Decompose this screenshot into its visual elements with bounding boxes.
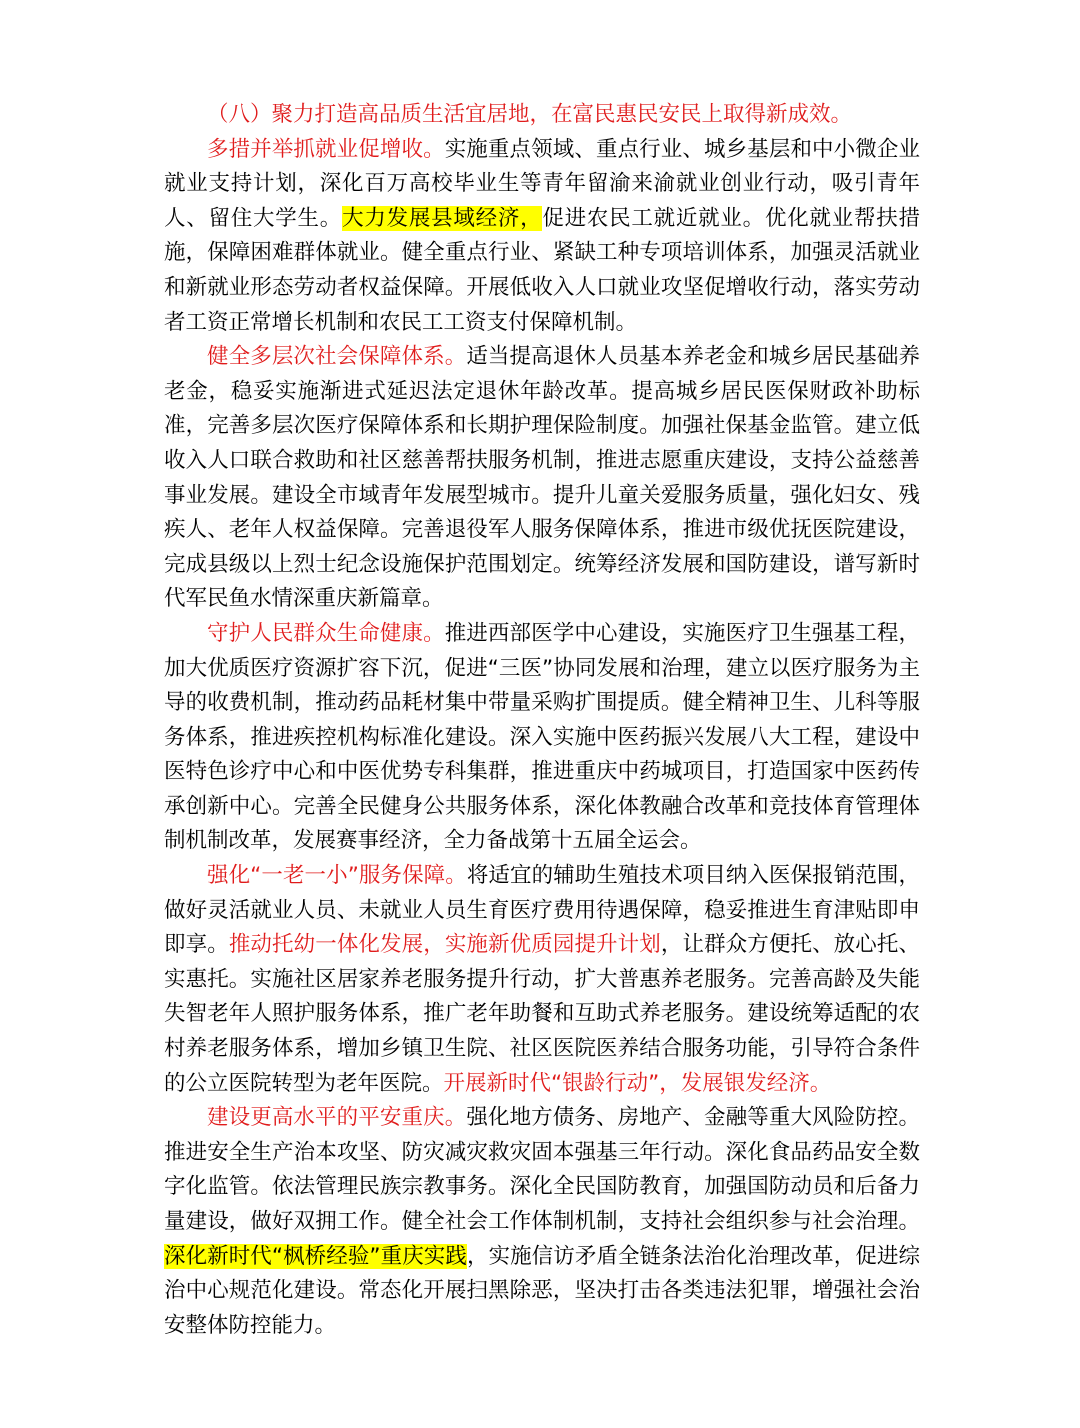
paragraph-text: 促进农民工就近就业。优化就业帮扶措施，保障困难群体就业。健全重点行业、紧缺工种专项培训体系，加强灵活就业和新就业形态劳动者权益保障。开展低收入人口就业攻坚促增收行动，落实劳动者工资正常增长机制和农民工工资支付保障机制。 bbox=[164, 205, 920, 335]
paragraph-text: 推进西部医学中心建设，实施医疗卫生强基工程，加大优质医疗资源扩容下沉，促进“三医”协同发展和治理，建立以医疗服务为主导的收费机制，推动药品耗材集中带量采购扩围提质。健全精神卫生、儿科等服务体系，推进疾控机构标准化建设。深入实施中医药振兴发展八大工程，建设中医特色诊疗中心和中医优势专科集群，推进重庆中药城项目，打造国家中医药传承创新中心。完善全民健身公共服务体系，深化体教融合改革和竞技体育管理体制机制改革，发展赛事经济，全力备战第十五届全运会。 bbox=[164, 620, 920, 854]
paragraph-elderly-children bbox=[164, 859, 920, 1101]
paragraph-heading: 守护人民群众生命健康。 bbox=[207, 620, 445, 646]
document-page bbox=[164, 98, 920, 1343]
paragraph-heading: 建设更高水平的平安重庆。 bbox=[207, 1105, 467, 1131]
highlighted-phrase: 大力发展县域经济， bbox=[342, 205, 543, 231]
paragraph-text: 将适宜的辅助生殖技术项目纳入医保报销范围，做好灵活就业人员、未就业人员生育医疗费用待遇保障，稳妥推进生育津贴即申即享。 bbox=[164, 863, 920, 958]
paragraph-text: 实施重点领域、重点行业、城乡基层和中小微企业就业支持计划，深化百万高校毕业生等青年留渝来渝就业创业行动，吸引青年人、留住大学生。 bbox=[164, 136, 920, 231]
paragraph-text: ，实施信访矛盾全链条法治化治理改革，促进综治中心规范化建设。常态化开展扫黑除恶，坚决打击各类违法犯罪，增强社会治安整体防控能力。 bbox=[164, 1243, 920, 1338]
paragraph-text: ，让群众方便托、放心托、实惠托。实施社区居家养老服务提升行动，扩大普惠养老服务。完善高龄及失能失智老年人照护服务体系，推广老年助餐和互助式养老服务。建设统筹适配的农村养老服务体系，增加乡镇卫生院、社区医院医养结合服务功能，引导符合条件的公立医院转型为老年医院。 bbox=[164, 932, 920, 1096]
section-title: （八）聚力打造高品质生活宜居地，在富民惠民安民上取得新成效。 bbox=[207, 102, 853, 127]
paragraph-safety bbox=[164, 1101, 920, 1343]
red-emphasis-phrase: 推动托幼一体化发展，实施新优质园提升计划 bbox=[228, 932, 661, 958]
paragraph-heading: 强化“一老一小”服务保障。 bbox=[207, 863, 467, 889]
paragraph-heading: 健全多层次社会保障体系。 bbox=[207, 344, 467, 370]
paragraph-social-security bbox=[164, 340, 920, 617]
highlighted-phrase: 深化新时代“枫桥经验”重庆实践 bbox=[164, 1243, 467, 1269]
paragraph-text: 强化地方债务、房地产、金融等重大风险防控。推进安全生产治本攻坚、防灾减灾救灾固本强基三年行动。深化食品药品安全数字化监管。依法管理民族宗教事务。深化全民国防教育，加强国防动员和后备力量建设，做好双拥工作。健全社会工作体制机制，支持社会组织参与社会治理。 bbox=[164, 1105, 920, 1234]
paragraph-heading: 多措并举抓就业促增收。 bbox=[207, 136, 445, 162]
paragraph-text: 适当提高退休人员基本养老金和城乡居民基础养老金，稳妥实施渐进式延迟法定退休年龄改革。提高城乡居民医保财政补助标准，完善多层次医疗保障体系和长期护理保险制度。加强社保基金监管。建立低收入人口联合救助和社区慈善帮扶服务机制，推进志愿重庆建设，支持公益慈善事业发展。建设全市域青年发展型城市。提升儿童关爱服务质量，强化妇女、残疾人、老年人权益保障。完善退役军人服务保障体系，推进市级优抚医院建设，完成县级以上烈士纪念设施保护范围划定。统筹经济发展和国防建设，谱写新时代军民鱼水情深重庆新篇章。 bbox=[164, 344, 920, 612]
paragraph-employment bbox=[164, 133, 920, 341]
red-emphasis-phrase: 开展新时代“银龄行动”，发展银发经济。 bbox=[443, 1070, 832, 1096]
paragraph-health bbox=[164, 617, 920, 859]
